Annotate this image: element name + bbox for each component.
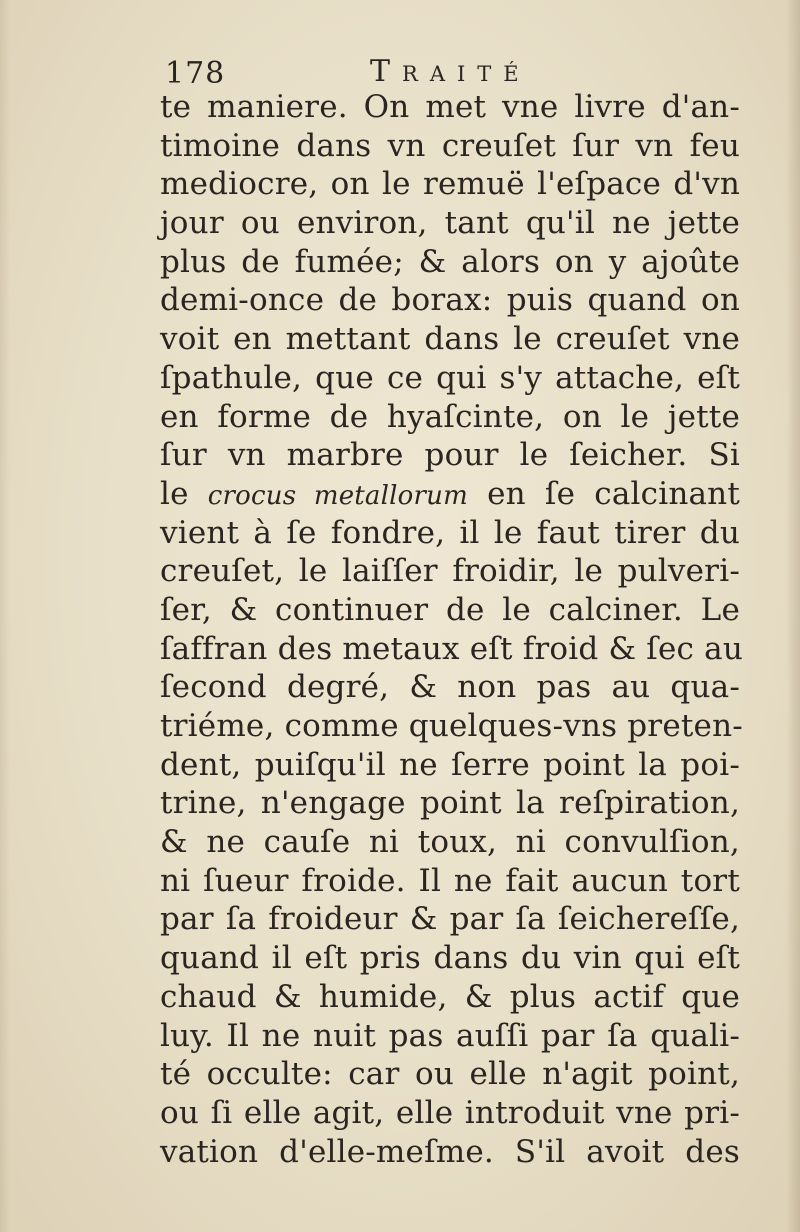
text-line: jour ou environ, tant qu'il ne jette bbox=[160, 205, 740, 242]
body-text bbox=[160, 88, 743, 1171]
page-edge-shadow-left bbox=[0, 0, 10, 1232]
text-line: trine, n'engage point la reſpiration, bbox=[160, 785, 740, 822]
page-edge-shadow-right bbox=[786, 0, 800, 1232]
text-line: ſur vn marbre pour le ſeicher. Si bbox=[160, 437, 740, 474]
text-line: en forme de hyaſcinte, on le jette bbox=[160, 398, 740, 435]
text-line: dent, puiſqu'il ne ſerre point la poi- bbox=[160, 746, 740, 783]
text-fragment: en ſe calcinant bbox=[467, 475, 740, 512]
page-header bbox=[165, 52, 725, 92]
text-line: ni ſueur froide. Il ne fait aucun tort bbox=[160, 862, 740, 899]
text-line: ſer, & continuer de le calciner. Le bbox=[160, 591, 740, 628]
text-line: par ſa froideur & par ſa ſeichereſſe, bbox=[160, 901, 740, 938]
text-line: & ne cauſe ni toux, ni convulſion, bbox=[160, 824, 740, 861]
running-title: Traité bbox=[370, 54, 531, 89]
text-line: demi-once de borax: puis quand on bbox=[160, 282, 740, 319]
page-number: 178 bbox=[165, 56, 226, 91]
text-line-with-italic bbox=[160, 475, 740, 514]
text-line: ſpathule, que ce qui s'y attache, eſt bbox=[160, 359, 740, 396]
text-line: chaud & humide, & plus actif que bbox=[160, 978, 740, 1015]
text-line: ſecond degré, & non pas au qua- bbox=[160, 669, 740, 706]
text-line: té occulte: car ou elle n'agit point, bbox=[160, 1056, 740, 1093]
text-line: quand il eſt pris dans du vin qui eſt bbox=[160, 940, 740, 977]
text-line: mediocre, on le remuë l'eſpace d'vn bbox=[160, 166, 740, 203]
text-line: ſaffran des metaux eſt froid & ſec au bbox=[160, 630, 743, 667]
text-line: timoine dans vn creuſet ſur vn feu bbox=[160, 127, 740, 164]
text-fragment: le bbox=[160, 475, 208, 512]
text-line: luy. Il ne nuit pas auſſi par ſa quali- bbox=[160, 1017, 740, 1054]
text-line: plus de fumée; & alors on y ajoûte bbox=[160, 243, 740, 280]
text-line: triéme, comme quelques-vns preten- bbox=[160, 708, 743, 744]
italic-term: crocus metallorum bbox=[207, 480, 468, 511]
text-line: vation d'elle-meſme. S'il avoit des bbox=[160, 1133, 740, 1170]
text-line: voit en mettant dans le creuſet vne bbox=[160, 321, 740, 358]
text-line: vient à ſe fondre, il le faut tirer du bbox=[160, 514, 740, 551]
text-line: te maniere. On met vne livre d'an- bbox=[160, 89, 740, 125]
text-line: ou ſi elle agit, elle introduit vne pri- bbox=[160, 1094, 740, 1131]
text-line: creuſet, le laiſſer froidir, le pulveri- bbox=[160, 553, 740, 590]
